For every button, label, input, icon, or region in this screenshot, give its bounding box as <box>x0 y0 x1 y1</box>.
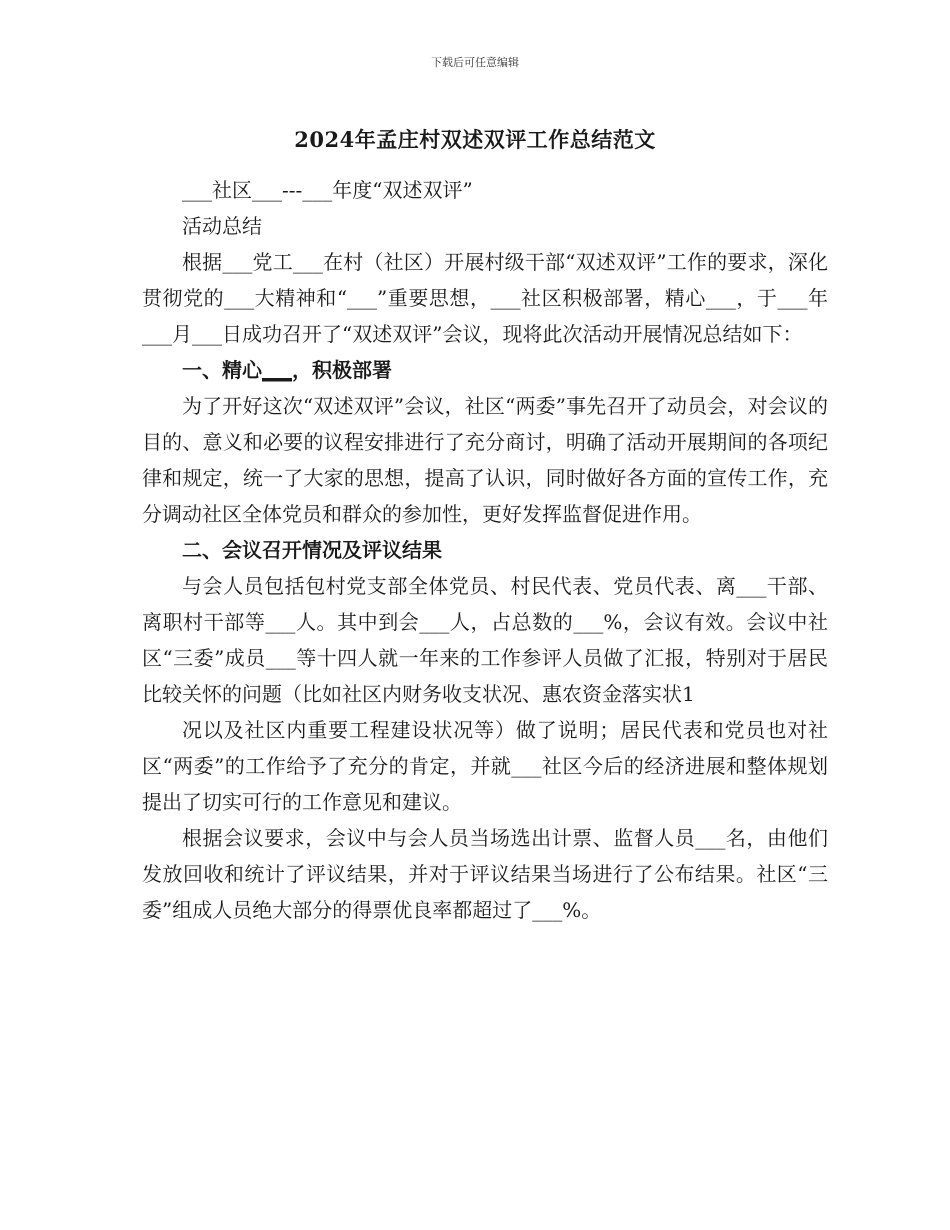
section-2-paragraph-3: 根据会议要求，会议中与会人员当场选出计票、监督人员___名，由他们发放回收和统计了评议结果，并对于评议结果当场进行了公布结果。社区“三委”组成人员绝大部分的得票优良率都超过了___%。 <box>142 826 828 922</box>
section-2-paragraph-1: 与会人员包括包村党支部全体党员、村民代表、党员代表、离___干部、离职村干部等___人。其中到会___人，占总数的___%，会议有效。会议中社区“三委”成员___等十四人就一年来的工作参评人员做了汇报，特别对于居民比较关怀的问题（比如社区内财务收支状况、惠农资金落实状1 <box>142 574 828 706</box>
section-1-heading-prefix: 一、精心 <box>182 358 262 382</box>
section-1-heading-suffix: ，积极部署 <box>292 358 392 382</box>
section-1-paragraph: 为了开好这次“双述双评”会议，社区“两委”事先召开了动员会，对会议的目的、意义和必要的议程安排进行了充分商讨，明确了活动开展期间的各项纪律和规定，统一了大家的思想，提高了认识，同时做好各方面的宣传工作，充分调动社区全体党员和群众的参加性，更好发挥监督促进作用。 <box>142 394 828 526</box>
intro-line-2: 活动总结 <box>182 214 262 238</box>
document-body <box>142 172 828 928</box>
header-note: 下载后可任意编辑 <box>431 56 519 69</box>
section-2-paragraph-2: 况以及社区内重要工程建设状况等）做了说明；居民代表和党员也对社区“两委”的工作给予了充分的肯定，并就___社区今后的经济进展和整体规划提出了切实可行的工作意见和建议。 <box>142 718 828 814</box>
section-1-heading-blank: ___ <box>262 358 292 382</box>
section-2-heading: 二、会议召开情况及评议结果 <box>182 538 442 562</box>
document-title: 2024年孟庄村双述双评工作总结范文 <box>294 127 656 152</box>
intro-paragraph: 根据___党工___在村（社区）开展村级干部“双述双评”工作的要求，深化贯彻党的___大精神和“___”重要思想，___社区积极部署，精心___，于___年___月___日成功召开了“双述双评”会议，现将此次活动开展情况总结如下： <box>142 250 828 346</box>
section-1-heading <box>142 352 828 388</box>
intro-line-1: ___社区___---___年度“双述双评” <box>182 178 473 202</box>
